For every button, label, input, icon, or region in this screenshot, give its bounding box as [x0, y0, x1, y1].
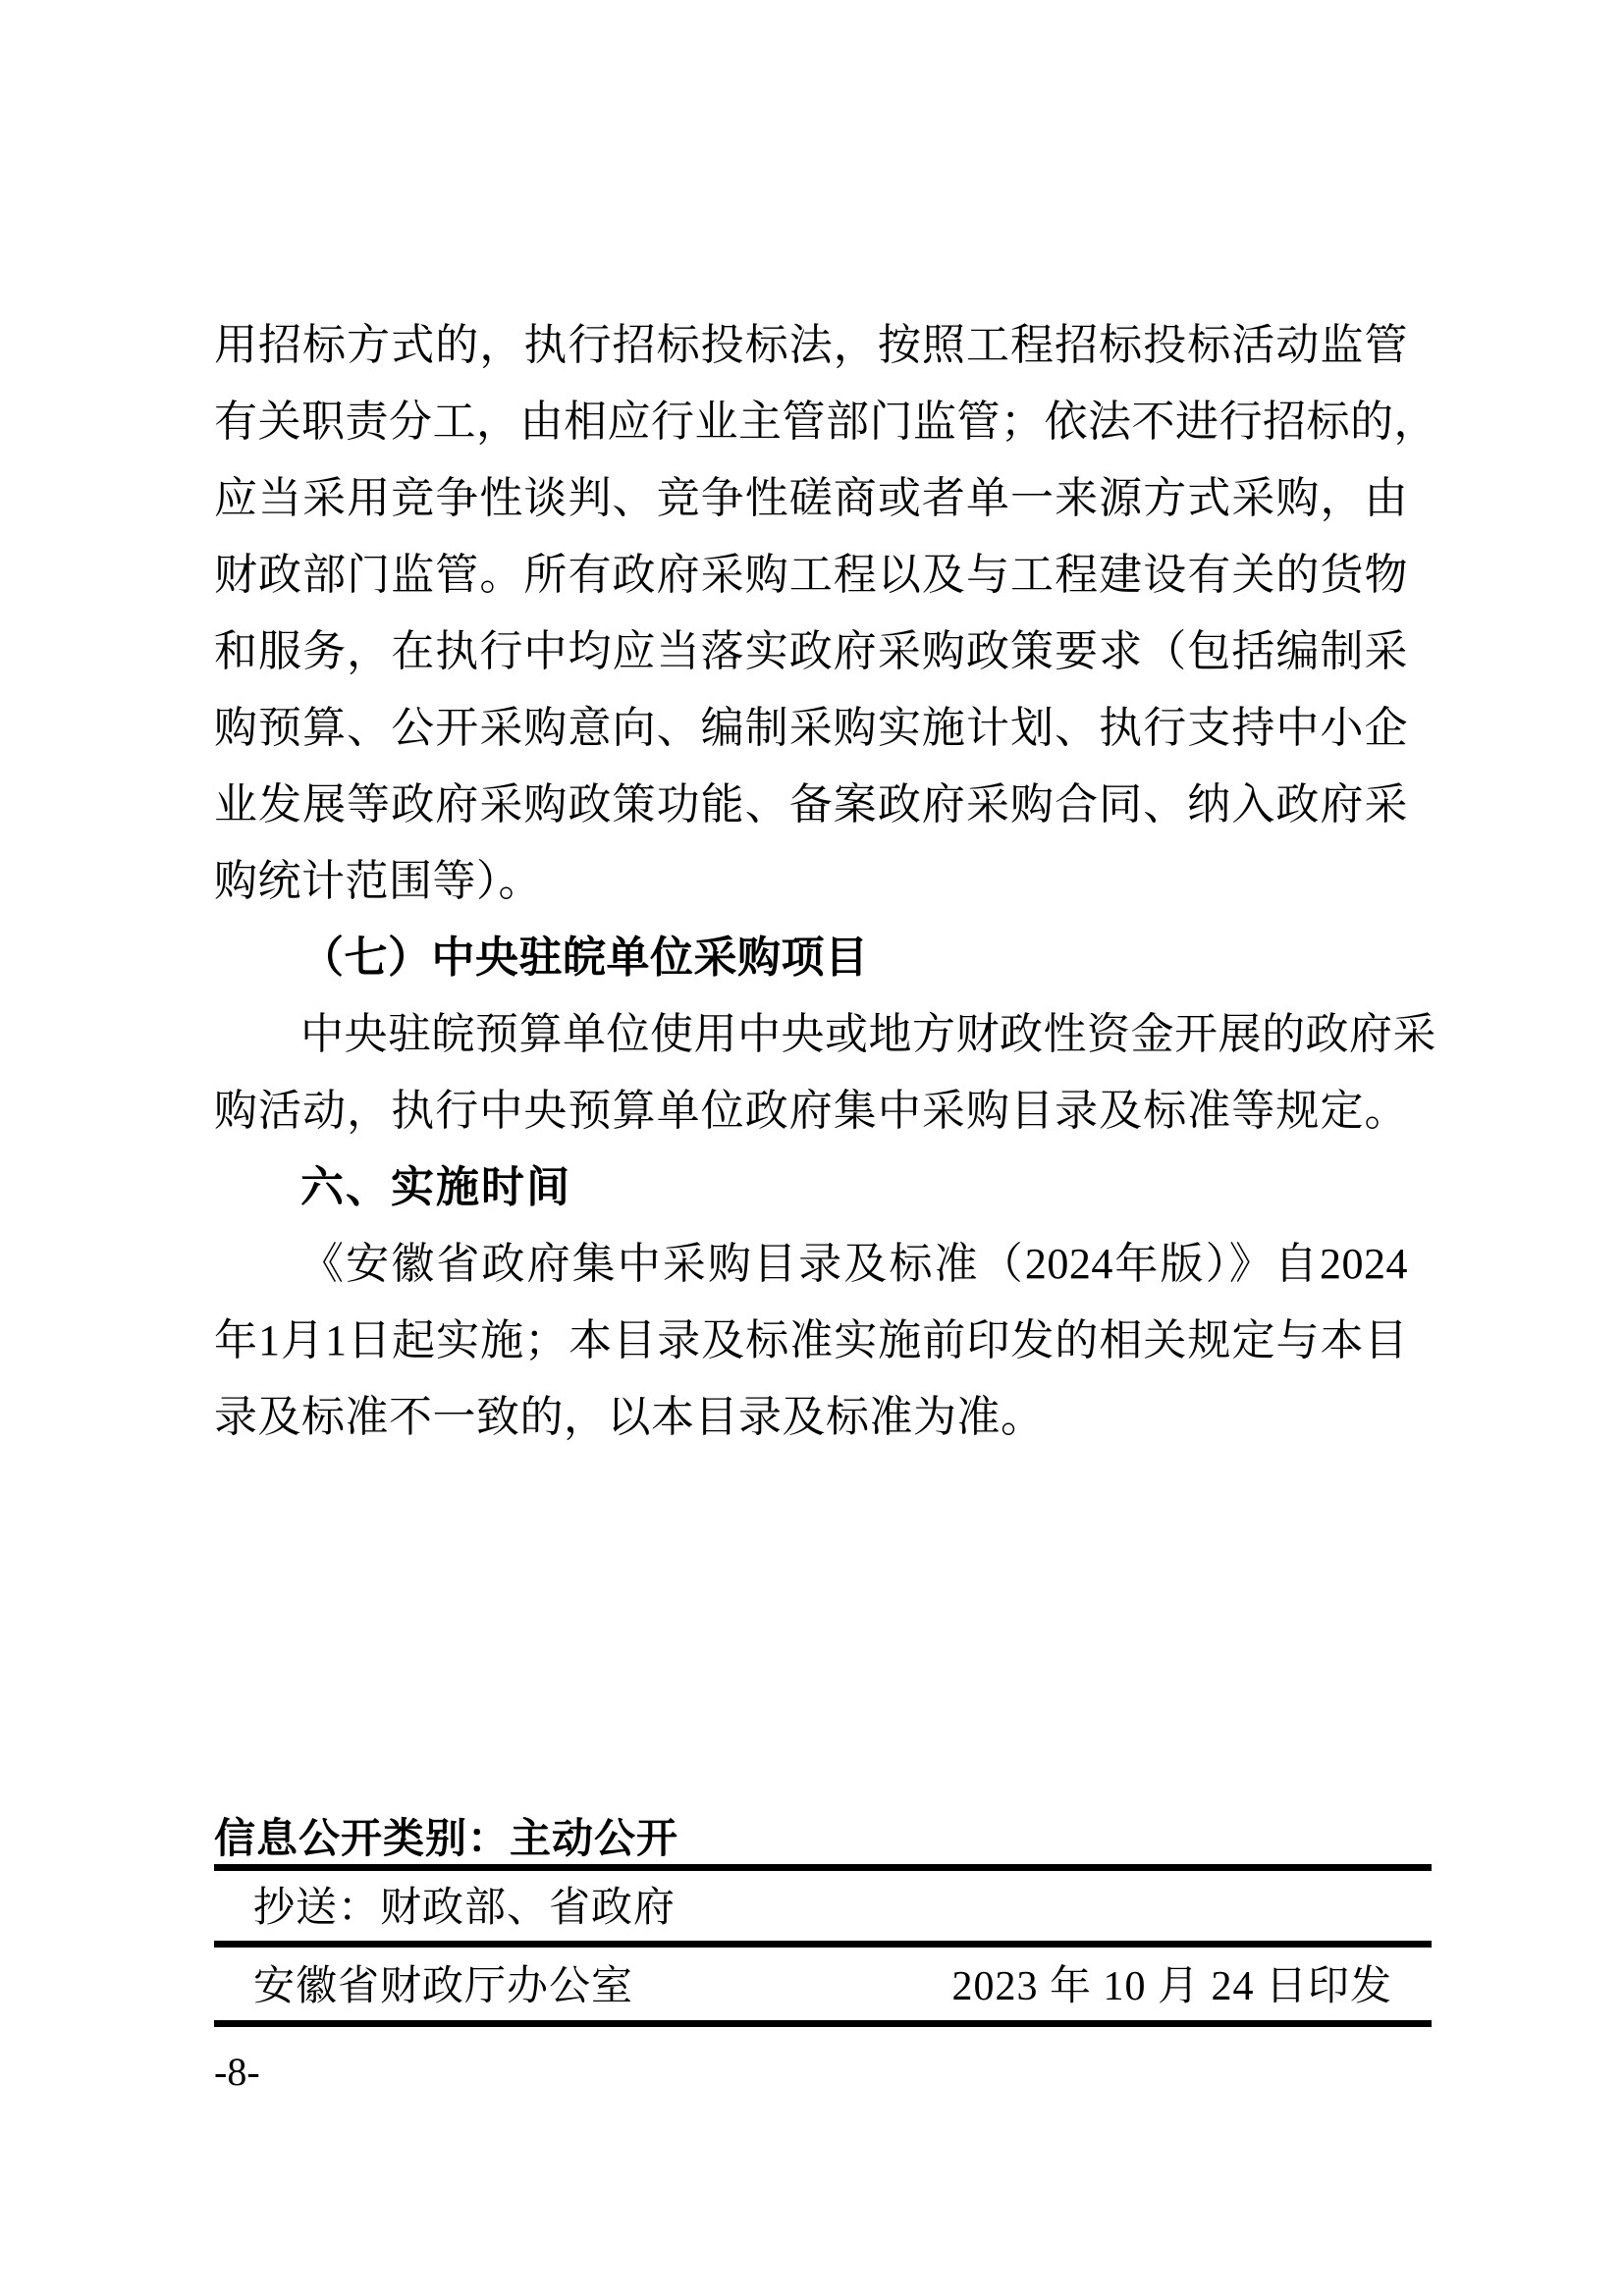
section-heading-6: 六、实施时间 [300, 1163, 571, 1211]
body-line: 《安徽省政府集中采购目录及标准（2024年版）》自2024 [300, 1240, 1408, 1288]
body-line: 中央驻皖预算单位使用中央或地方财政性资金开展的政府采 [300, 1010, 1436, 1058]
body-line: 财政部门监管。所有政府采购工程以及与工程建设有关的货物 [214, 551, 1408, 599]
body-line: 应当采用竞争性谈判、竞争性磋商或者单一来源方式采购，由 [214, 474, 1408, 522]
body-line: 和服务，在执行中均应当落实政府采购政策要求（包括编制采 [214, 627, 1408, 675]
disclosure-category-label: 信息公开类别：主动公开 [214, 1815, 679, 1861]
body-line: 购统计范围等）。 [214, 857, 542, 905]
issuer-row [253, 1958, 1392, 2015]
issue-date: 2023 年 10 月 24 日印发 [951, 1964, 1392, 2009]
body-line: 业发展等政府采购政策功能、备案政府采购合同、纳入政府采 [214, 780, 1408, 828]
body-line: 购活动，执行中央预算单位政府集中采购目录及标准等规定。 [214, 1087, 1408, 1135]
cc-recipients: 抄送：财政部、省政府 [253, 1886, 677, 1931]
body-line: 有关职责分工，由相应行业主管部门监管；依法不进行招标的， [214, 398, 1437, 446]
body-line: 录及标准不一致的，以本目录及标准为准。 [214, 1393, 1045, 1441]
page-number: -8- [214, 2050, 260, 2094]
footer-divider-bottom [214, 2020, 1432, 2027]
body-line: 年1月1日起实施；本目录及标准实施前印发的相关规定与本目 [214, 1316, 1408, 1364]
body-line: 购预算、公开采购意向、编制采购实施计划、执行支持中小企 [214, 704, 1408, 752]
body-line: 用招标方式的，执行招标投标法，按照工程招标投标活动监管 [214, 321, 1408, 369]
issuing-office: 安徽省财政厅办公室 [253, 1964, 634, 2009]
section-heading-7: （七）中央驻皖单位采购项目 [300, 934, 869, 982]
footer-divider-top [214, 1864, 1432, 1871]
footer-divider-middle [214, 1941, 1432, 1948]
document-body [214, 307, 1437, 1456]
